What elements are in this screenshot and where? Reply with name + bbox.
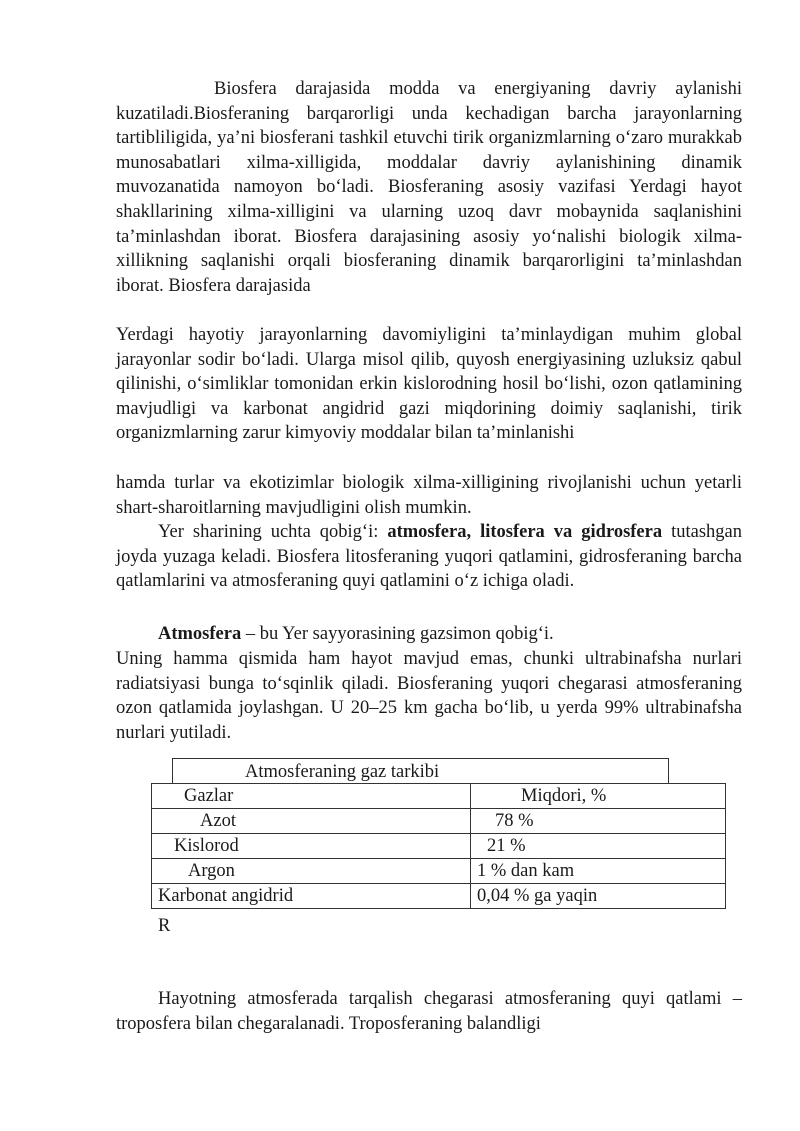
header-miqdori: Miqdori, % xyxy=(471,784,726,809)
cell-gas-amount: 1 % dan kam xyxy=(471,859,726,884)
cell-gas-name: Argon xyxy=(152,859,471,884)
paragraph-biosfera-intro: Biosfera darajasida modda va energiyaning davriy aylanishi kuzatiladi.Biosferaning barqarorligi unda kechadigan barcha jarayonlarning tartibliligida, ya’ni biosferani tashkil etuvchi tirik organizmlarning o‘zaro murakkab munosabatlari xilma-xilligida, moddalar davriy aylanishining dinamik muvozanatida namoyon bo‘ladi. Biosferaning asosiy vazifasi Yerdagi hayot shakllarining xilma-xilligini va ularning uzoq davr mobaynida saqlanishini ta’minlashdan iborat. Biosfera darajasining asosiy yo‘nalishi biologik xilma-xillikning saqlanishi orqali biosferaning dinamik barqarorligini ta’minlashdan iborat. Biosfera darajasida xyxy=(116,79,742,296)
header-gazlar: Gazlar xyxy=(152,784,471,809)
atmosfera-term: Atmosfera xyxy=(158,624,242,644)
paragraph-earth-shells xyxy=(116,520,742,594)
table-row xyxy=(152,809,726,834)
table-row xyxy=(152,859,726,884)
paragraph-troposfera: Hayotning atmosferada tarqalish chegarasi atmosferaning quyi qatlami – troposfera bilan chegaralanadi. Troposferaning balandligi xyxy=(116,989,742,1034)
paragraph-ultraviolet: Uning hamma qismida ham hayot mavjud emas, chunki ultrabinafsha nurlari radiatsiyasi bunga to‘sqinlik qiladi. Biosferaning yuqori chegarasi atmosferaning ozon qatlamida joylashgan. U 20–25 km gacha bo‘lib, u yerda 99% ultrabinafsha nurlari yutiladi. xyxy=(116,649,742,743)
table-row xyxy=(152,834,726,859)
earth-shells-text-start: Yer sharining uchta qobig‘i: xyxy=(158,522,388,542)
table-title-box xyxy=(172,758,669,783)
table-title: Atmosferaning gaz tarkibi xyxy=(245,762,440,782)
atmosfera-definition-text: – bu Yer sayyorasining gazsimon qobig‘i. xyxy=(241,624,554,644)
earth-shells-bold: atmosfera, litosfera va gidrosfera xyxy=(387,522,663,542)
cell-gas-amount: 0,04 % ga yaqin xyxy=(471,884,726,909)
paragraph-global-processes: Yerdagi hayotiy jarayonlarning davomiyligini ta’minlaydigan muhim global jarayonlar sodir bo‘ladi. Ularga misol qilib, quyosh energiyasining uzluksiz qabul qilinishi, o‘simliklar tomonidan erkin kislorodning hosil bo‘lishi, ozon qatlamining mavjudligi va karbonat angidrid gazi miqdorining doimiy saqlanishi, tirik organizmlarning zarur kimyoviy moddalar bilan ta’minlanishi xyxy=(116,325,742,444)
table-row xyxy=(152,884,726,909)
stray-letter: R xyxy=(158,916,171,936)
paragraph-conditions: hamda turlar va ekotizimlar biologik xilma-xilligining rivojlanishi uchun yetarli shart-sharoitlarning mavjudligini olish mumkin. xyxy=(116,473,742,518)
cell-gas-name: Azot xyxy=(152,809,471,834)
gas-composition-table xyxy=(151,783,726,909)
table-header-row xyxy=(152,784,726,809)
cell-gas-name: Kislorod xyxy=(152,834,471,859)
paragraph-atmosfera-definition xyxy=(116,622,742,647)
cell-gas-amount: 78 % xyxy=(471,809,726,834)
cell-gas-amount: 21 % xyxy=(471,834,726,859)
cell-gas-name: Karbonat angidrid xyxy=(152,884,471,909)
earth-shells-text-end: tutashgan joyda yuzaga keladi. Biosfera litosferaning yuqori qatlamini, gidrosferaning barcha qatlamlarini va atmosferaning quyi qatlamini o‘z ichiga oladi. xyxy=(116,522,743,592)
